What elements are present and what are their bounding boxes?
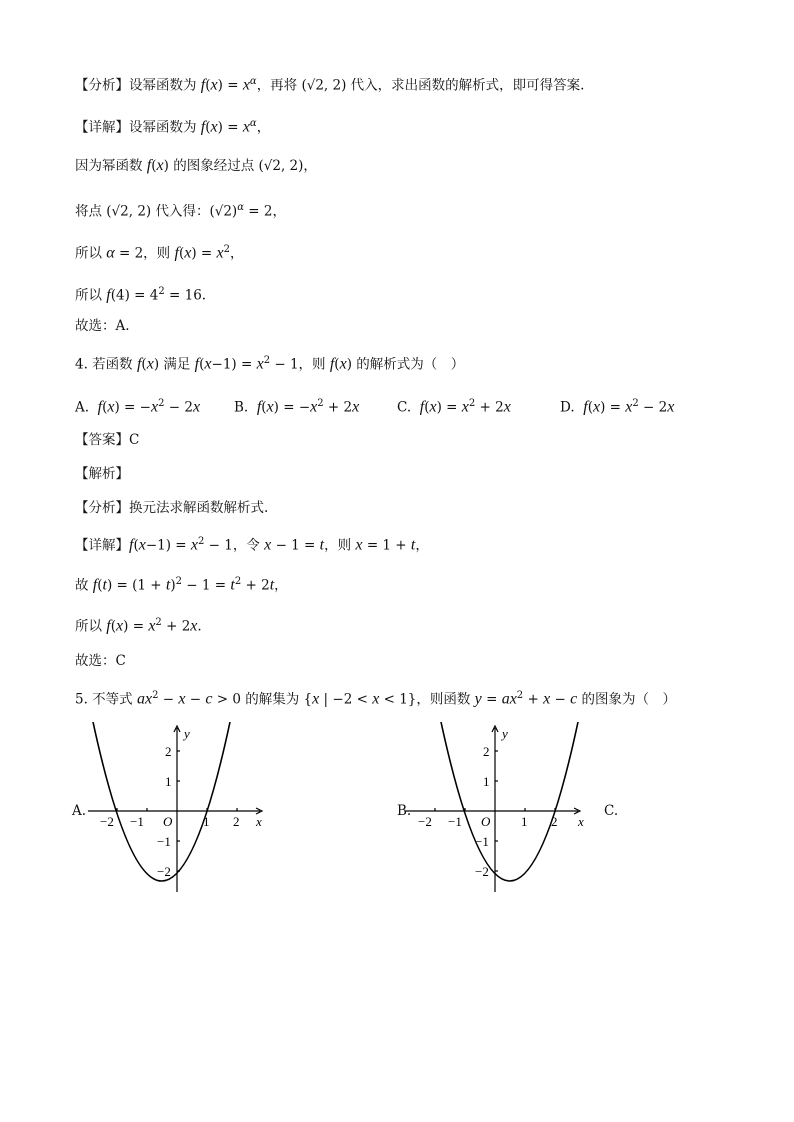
y-tick: −1 — [475, 834, 489, 849]
y-tick: 2 — [483, 744, 490, 759]
option-c: C. $f(x) = x^2 + 2x$ — [397, 398, 511, 416]
answer-select-2: 故选：C — [75, 653, 126, 669]
x-tick: −2 — [100, 814, 114, 829]
detail-line-6: 【详解】$f(x-1) = x^2 - 1$，令 x − 1 = t，则 x = 1 + t， — [75, 536, 429, 554]
y-axis-label: y — [184, 726, 190, 741]
graph-option-b-label: B. — [397, 803, 412, 819]
x-tick: −1 — [130, 814, 144, 829]
x-tick: 2 — [233, 814, 240, 829]
x-tick: 1 — [521, 814, 528, 829]
origin-label: O — [481, 814, 491, 829]
question-4: 4. 若函数 f(x) 满足 $f(x-1) = x^2 - 1$，则 f(x) 的解析式为（ ） — [75, 355, 465, 373]
option-b: B. $f(x) = -x^2 + 2x$ — [234, 398, 360, 416]
detail-line-5: 所以 $f(4) = 4^2 = 16$. — [75, 286, 207, 304]
x-tick: −1 — [448, 814, 462, 829]
origin-label: O — [163, 814, 173, 829]
y-tick: −1 — [157, 834, 171, 849]
x-tick: 2 — [551, 814, 558, 829]
graph-a — [88, 722, 278, 902]
answer-select-1: 故选：A. — [75, 318, 130, 334]
detail-line-2: 因为幂函数 f(x) 的图象经过点 (√2, 2)， — [75, 157, 317, 174]
detail-line-7: 故 $f(t) = (1 + t)^2 - 1 = t^2 + 2t$， — [75, 576, 288, 594]
solution-label: 【解析】 — [75, 466, 129, 482]
detail-line-3: 将点 (√2, 2) 代入得：$(√2)^\alpha = 2$， — [75, 202, 286, 220]
graph-option-c-label: C. — [604, 803, 619, 819]
option-a: A. $f(x) = -x^2 - 2x$ — [75, 398, 201, 416]
x-tick: −2 — [418, 814, 432, 829]
graph-b — [406, 722, 596, 902]
y-tick: −2 — [157, 864, 171, 879]
graph-option-a-label: A. — [72, 803, 87, 819]
y-tick: 2 — [165, 744, 172, 759]
analysis-line-1: 【分析】设幂函数为 $f(x) = x^\alpha$，再将 (√2, 2) 代入，求出函数的解析式，即可得答案. — [75, 76, 585, 94]
answer-label: 【答案】C — [75, 432, 140, 448]
detail-line-1: 【详解】设幂函数为 $f(x) = x^\alpha$， — [75, 118, 271, 136]
x-tick: 1 — [203, 814, 210, 829]
y-axis-label: y — [502, 726, 508, 741]
option-d: D. $f(x) = x^2 - 2x$ — [560, 398, 675, 416]
y-tick: 1 — [165, 774, 172, 789]
y-tick: 1 — [483, 774, 490, 789]
x-axis-label: x — [578, 814, 584, 829]
detail-line-8: 所以 $f(x) = x^2 + 2x$. — [75, 617, 202, 635]
detail-line-4: 所以 α = 2，则 $f(x) = x^2$， — [75, 244, 244, 262]
x-axis-label: x — [256, 814, 262, 829]
y-tick: −2 — [475, 864, 489, 879]
analysis-line-2: 【分析】换元法求解函数解析式. — [75, 500, 269, 516]
question-5: 5. 不等式 $ax^2 - x - c > 0$ 的解集为 {x | −2 < x < 1}，则函数 $y = ax^2 + x - c$ 的图象为（ ） — [75, 690, 676, 708]
